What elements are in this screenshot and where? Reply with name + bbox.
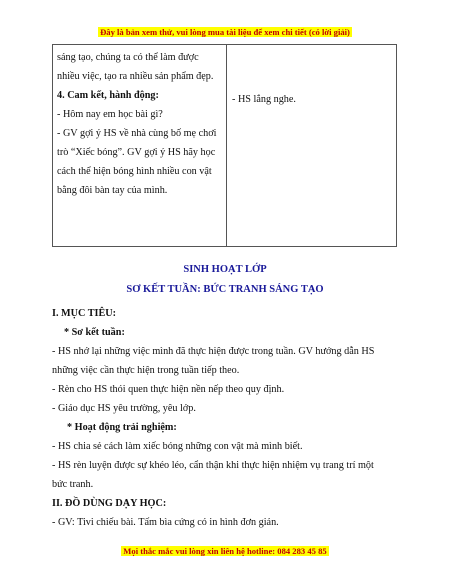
table-line: sáng tạo, chúng ta có thể làm được [57,52,199,63]
paragraph-line: - HS nhớ lại những việc mình đã thực hiện được trong tuần. GV hướng dẫn HS [52,346,375,357]
table-row [53,45,397,247]
subheading-experience: * Hoạt động trải nghiệm: [67,422,177,433]
table-line: cách thể hiện bóng hình nhiều con vật [57,166,212,177]
table-line: bằng đôi bàn tay của mình. [57,185,168,196]
paragraph-line: - HS rèn luyện được sự khéo léo, cẩn thận khi thực hiện nhiệm vụ trang trí một [52,460,374,471]
table-line: trò “Xiếc bóng”. GV gợi ý HS hãy học [57,147,216,158]
student-response: - HS lắng nghe. [232,94,296,105]
preview-banner [0,26,450,38]
section-heading: I. MỤC TIÊU: [52,308,117,319]
subheading-week-summary: * Sơ kết tuần: [64,327,125,338]
hotline-banner-text: Mọi thắc mắc vui lòng xin liên hệ hotline: 084 283 45 85 [123,546,327,556]
section-objectives [52,304,397,532]
section-heading: II. ĐỒ DÙNG DẠY HỌC: [52,498,167,509]
paragraph-line: bức tranh. [52,479,94,490]
activity-heading: 4. Cam kết, hành động: [57,90,159,101]
teacher-activity-cell [53,45,227,247]
table-line: - Hôm nay em học bài gì? [57,109,163,120]
paragraph-line: - Giáo dục HS yêu trường, yêu lớp. [52,403,196,414]
table-line: nhiều việc, tạo ra nhiều sản phẩm đẹp. [57,71,214,82]
paragraph-line: những việc cần thực hiện trong tuần tiếp theo. [52,365,240,376]
hotline-banner [0,545,450,557]
table-line: - GV gợi ý HS về nhà cùng bố mẹ chơi [57,128,217,139]
lesson-subtitle: SƠ KẾT TUẦN: BỨC TRANH SÁNG TẠO [126,284,324,295]
paragraph-line: - Rèn cho HS thói quen thực hiện nền nếp theo quy định. [52,384,285,395]
preview-banner-text: Đây là bản xem thử, vui lòng mua tài liệu để xem chi tiết (có lời giải) [100,27,350,37]
student-activity-cell [227,45,397,247]
lesson-table [52,44,397,247]
paragraph-line: - HS chia sẻ cách làm xiếc bóng những con vật mà mình biết. [52,441,303,452]
paragraph-line: - GV: Tivi chiếu bài. Tấm bìa cứng có in hình đơn giản. [52,517,279,528]
lesson-title: SINH HOẠT LỚP [183,264,267,275]
